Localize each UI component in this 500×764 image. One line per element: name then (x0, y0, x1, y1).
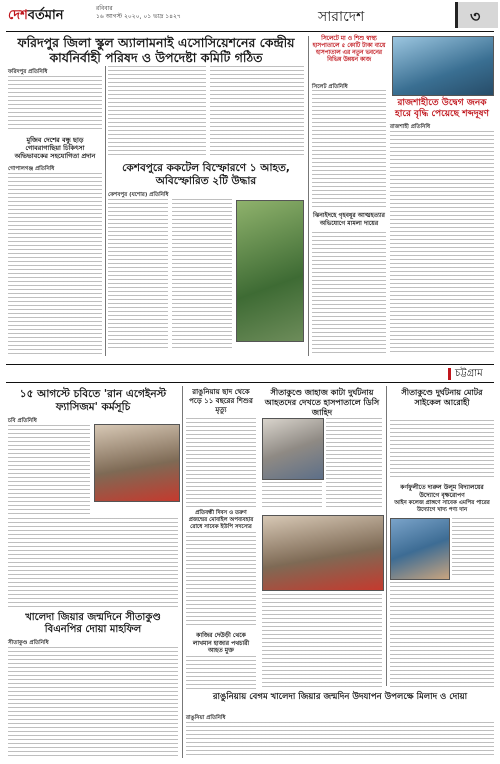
keshabpur-byline: কেশবপুর (যশোর) প্রতিনিধি (108, 192, 169, 198)
section-title: সারাদেশ (318, 9, 365, 25)
ctg-col4-photo (390, 518, 450, 580)
lead-text-col2 (108, 66, 206, 158)
chattogram-label: চট্টগ্রাম (455, 368, 483, 379)
section-rule (6, 364, 494, 365)
ctg-col3-text2 (262, 482, 322, 508)
keshabpur-text1 (108, 199, 168, 349)
ctg-lead-text1 (8, 425, 90, 515)
mid2-text (186, 656, 256, 690)
bottom-headline: রাঙুনিয়ায় বেগম খালেদা জিয়ার জন্মদিন উদযাপন উপলক্ষে মিলাদ ও দোয়া (212, 692, 468, 702)
ctg-col2-text (186, 418, 256, 508)
ctg-col4b-headline: কর্ণফুলীতে দারুল উলূম বিদ্যালয়ের উদ্যোগে বৃক্ষরোপণ (400, 484, 484, 499)
masthead (0, 0, 500, 30)
ctg-col2b-headline: প্রতিবন্ধী দিবস ও তরুণ প্রজন্মের মোবাইল অপব্যবহার রোধে সাবেক ইউপি সদস্যের (188, 510, 254, 530)
ctg-col4-headline: সীতাকুণ্ডে দুর্ঘটনায় মোটর সাইকেল আরোহী (401, 388, 483, 407)
newspaper-logo: দেশবর্তমান (8, 8, 64, 23)
khaleda-headline: খালেদা জিয়ার জন্মদিনে সীতাকুণ্ড বিএনপির দোয়া মাহফিল (25, 612, 161, 635)
ctg-col3-headline: সীতাকুণ্ডে জাহাজ কাটা দুর্ঘটনায় আহতদের দেখতে হাসপাতালে ডিসি জাহিদ (264, 388, 380, 417)
ctg-col2-headline: রাঙুনিয়ায় ছাদ থেকে পড়ে ১১ বছরের শিশুর মৃত্যু (189, 388, 253, 414)
ctg-col4-text (390, 420, 494, 480)
section-rule-2 (6, 382, 494, 383)
keshabpur-text2 (172, 199, 232, 349)
column-divider-ctg2 (386, 386, 387, 686)
ctg-col3-photo (262, 418, 324, 480)
section-accent (448, 368, 451, 380)
issue-date: রবিবার ১৬ আগস্ট ২০২০, ০১ ভাদ্র ১৪২৭ (96, 5, 181, 20)
khaleda-byline: সীতাকুণ্ড প্রতিনিধি (8, 640, 49, 646)
lead-headline: ফরিদপুর জিলা স্কুল অ্যালামনাই এসোসিয়েশনের কেন্দ্রীয় কার্যনির্বাহী পরিষদ ও উপদেষ্টা কমিটি গঠিত (17, 35, 295, 65)
ctg-col2b-text (186, 532, 256, 628)
side1-text (8, 173, 102, 355)
lead-text-col1 (8, 76, 102, 132)
bottom-byline: রাঙুনিয়া প্রতিনিধি (186, 715, 226, 721)
rajshahi-headline: রাজশাহীতে উদ্বেগ জনক হারে বৃদ্ধি পেয়েছে শব্দদূষণ (394, 98, 490, 119)
mid2-headline: কাজির দেউড়ী থেকে লাখমান হাজার পথচারী আহত মুক্ত (192, 632, 250, 654)
side1-headline: মুজিব দেশের বন্ধু ছাড় গোবরাগাছিয়া চিকিৎসা অভিভাবকের সহযোগিতা প্রদান (14, 136, 96, 160)
ctg-lead-text2 (8, 518, 178, 610)
keshabpur-headline: কেশবপুরে ককটেল বিস্ফোরণে ১ আহত, অবিস্ফোরিত ২টি উদ্ধার (122, 162, 290, 187)
bottom-text (186, 722, 494, 758)
small-headline: ঝিনাইদহে গৃহবধূর আত্মহত্যার অভিযোগে মামলা দায়ের (313, 212, 385, 227)
page-number: ৩ (470, 7, 481, 26)
ctg-col3-text3 (262, 594, 382, 688)
ctg-lead-byline: চবি প্রতিনিধি (8, 418, 37, 424)
small-text (312, 232, 386, 354)
keshabpur-photo (236, 200, 304, 342)
column-divider (105, 66, 106, 356)
ctg-lead-headline: ১৫ আগস্টে চবিতে 'রান এগেইনস্ট ফ্যাসিজম' কর্মসূচি (19, 388, 167, 413)
top-right-photo (392, 36, 494, 96)
lead-byline: ফরিদপুর প্রতিনিধি (8, 69, 48, 75)
column-divider-mid (308, 36, 309, 356)
khaleda-text (8, 647, 178, 757)
header-rule (6, 31, 494, 32)
ctg-col4-text2 (452, 518, 494, 578)
ctg-col4c-headline: আইন কলেজ প্রাঙ্গণে সাবেক এমপির পারের উদ্যোগে খাদ্য পণ্য দান (394, 500, 490, 513)
mid-text (312, 90, 386, 210)
side1-byline: গোপালগঞ্জ প্রতিনিধি (8, 166, 55, 172)
ctg-lead-photo (94, 424, 180, 502)
rajshahi-byline: রাজশাহী প্রতিনিধি (390, 124, 431, 130)
mid-byline: সিলেট প্রতিনিধি (312, 84, 348, 90)
ctg-col4-text3 (390, 582, 494, 688)
ctg-col3-photo2 (262, 515, 384, 591)
rajshahi-text (390, 131, 494, 355)
mid-headline: সিলেটে মা ও শিশু স্বাস্থ্য হাসপাতালে ৫ কোটি টাকা ব্যয়ে হাসপাতাল এর নতুন ভবনের বিভিন্ন উন্নয়ন কাজ (312, 36, 386, 63)
ctg-col3-text1 (326, 418, 382, 508)
lead-text-col3 (210, 66, 304, 158)
column-divider-ctg (182, 386, 183, 758)
